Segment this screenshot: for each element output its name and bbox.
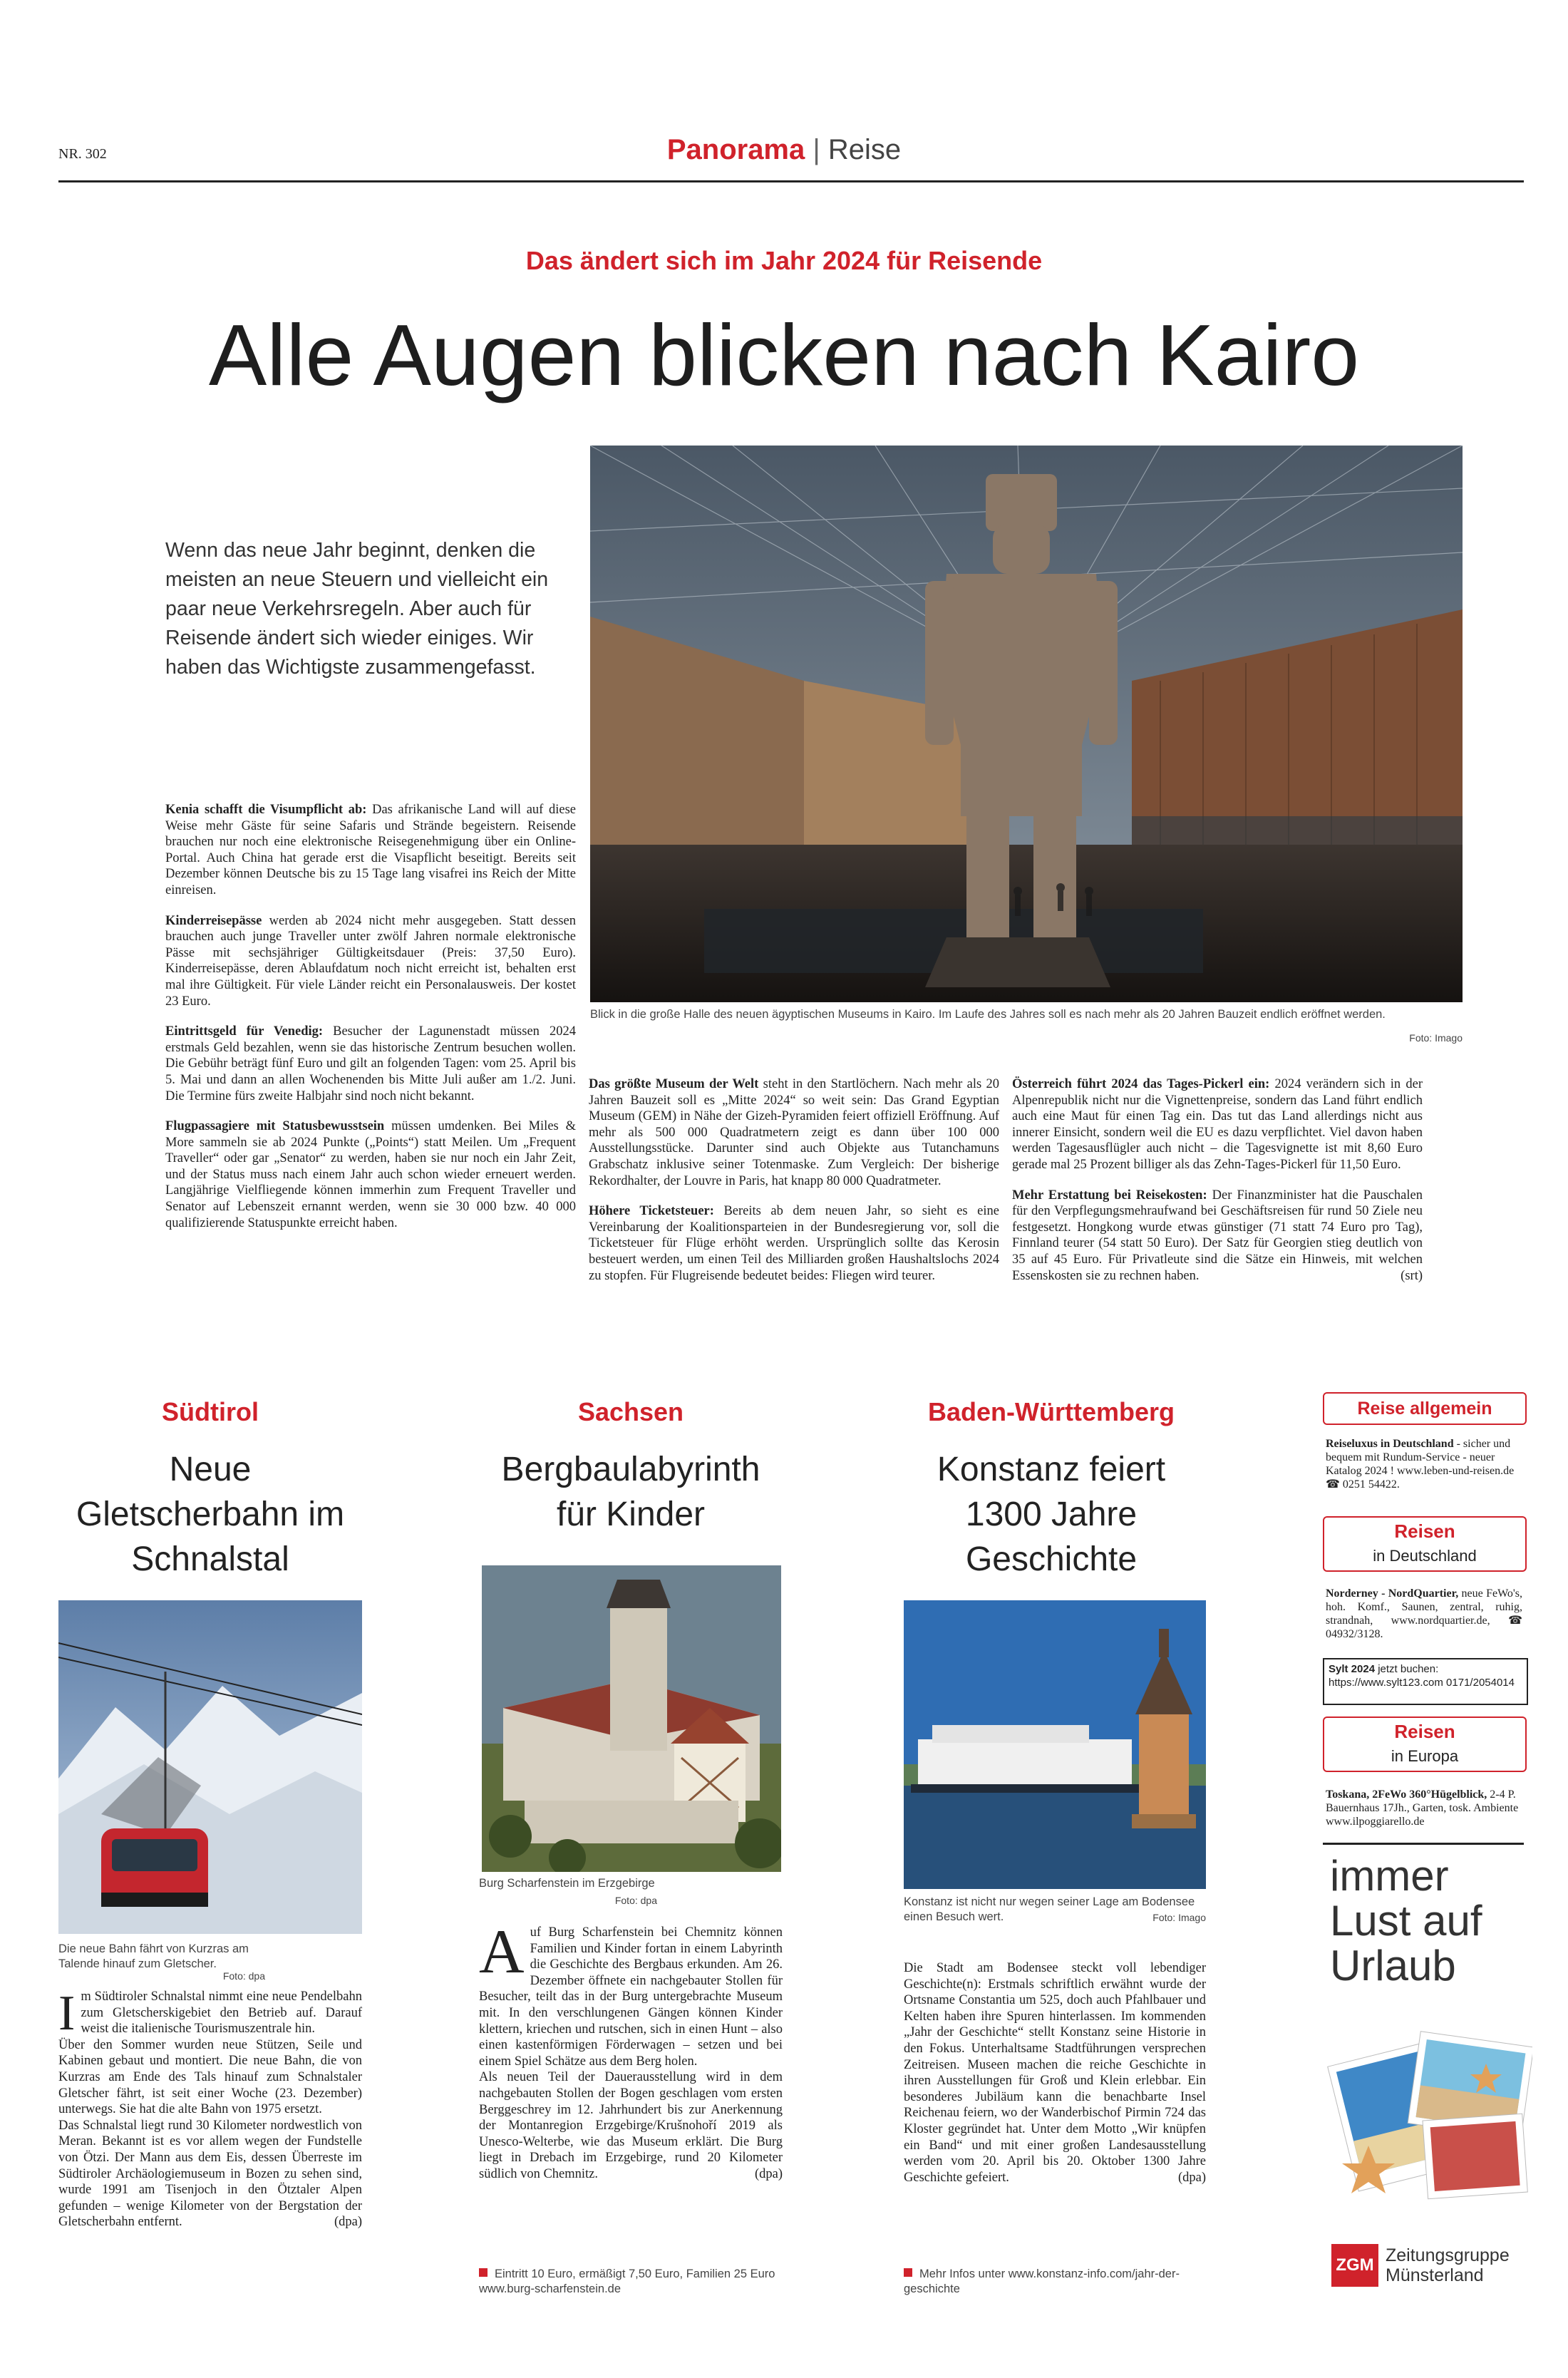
info-sachsen: [479, 2267, 783, 2297]
credit-sachsen: Foto: dpa: [614, 1895, 657, 1906]
section-title: Panorama: [666, 134, 805, 165]
text-sachsen-2: Als neuen Teil der Dauerausstellung wird in dem nachgebauten Stollen der Bogen geschlagen vom ersten Berggeschrey im 12. Jahrhundert bis zur Anerkennung der Montanregion Erzgebirge/Krušnohoří 2019 als Unesco-Welterbe, wie das Museum erklärt. Die Burg liegt in Drebach im Erzgebirge, rund 20 Kilometer südlich von Chemnitz.: [479, 2070, 783, 2181]
body-bw: [904, 1960, 1206, 2186]
castle-illustration: [482, 1565, 781, 1872]
ad-reisen-eu-sub: in Europa: [1391, 1747, 1459, 1765]
caption-bw: Konstanz ist nicht nur wegen seiner Lage am Bodensee einen Besuch wert.: [904, 1895, 1195, 1923]
article-column-1: [165, 802, 576, 1245]
info-bw: [904, 2267, 1206, 2297]
text-suedtirol-2: Über den Sommer wurden neue Stützen, Seile und Kabinen gebaut und montiert. Die neue Bahn, die von Kurzras am Ende des Tals hinauf zum Schnalstaler Gletscher fährt, ist seit einer Woche (23. Dezember) unterwegs. Sie hat die alte Bahn von 1975 ersetzt.: [58, 2037, 362, 2117]
signature-suedtirol: (dpa): [334, 2215, 362, 2230]
ad-reisen-eu-box: [1323, 1716, 1527, 1772]
ad-toskana: [1326, 1788, 1522, 1828]
ad-reisen-de-label: Reisen: [1394, 1520, 1455, 1542]
text-reisekosten: Der Finanzminister hat die Pauschalen für den Verpflegungsmehraufwand bei Geschäftsreisen für rund 50 Ziele neu festgesetzt. Hongkong wurde etwas günstiger (71 statt 74 Euro pro Tag), Finnland teurer (54 statt 50 Euro). Der Satz für Georgien stieg deutlich von 35 auf 45 Euro. Für Privatleute sind die Sätze ein Hinweis, mit welchen Essenskosten sie zu rechnen haben.: [1012, 1188, 1423, 1283]
hero-credit: Foto: Imago: [1409, 1032, 1463, 1044]
ad-reisen-eu-label: Reisen: [1394, 1721, 1455, 1742]
dropcap-sachsen: A: [479, 1918, 525, 1987]
ad-reise-allgemein-label: Reise allgemein: [1357, 1399, 1492, 1419]
paragraph-flugpassagiere: [165, 1118, 576, 1231]
info-sachsen-text: Eintritt 10 Euro, ermäßigt 7,50 Euro, Familien 25 Euro www.burg-scharfenstein.de: [479, 2268, 775, 2295]
publisher-name: Zeitungsgruppe Münsterland: [1386, 2245, 1510, 2285]
ad-sylt-text: jetzt buchen: https://www.sylt123.com 0171/2054014: [1329, 1663, 1515, 1689]
region-sachsen: Sachsen: [577, 1397, 684, 1426]
lead-reisekosten: Mehr Erstattung bei Reisekosten:: [1012, 1188, 1207, 1203]
paragraph-museum: [589, 1076, 999, 1189]
lead-venedig: Eintrittsgeld für Venedig:: [165, 1024, 324, 1039]
header-rule: [58, 180, 1524, 182]
ad-reisen-de-box: [1323, 1516, 1527, 1572]
text-kenia: Das afrikanische Land will auf diese Weise mehr Gäste für seine Safaris und Strände begeistern. Reisende brauchen nur noch eine elektronische Reisegenehmigung über ein Online-Portal. Auch China hat gerade erst die Visapflicht beseitigt. Bereits seit Dezember können Deutsche bis zu 15 Tage lang visafrei ins Reich der Mitte einreisen.: [165, 803, 576, 897]
lead-kenia: Kenia schafft die Visumpflicht ab:: [165, 803, 367, 817]
zgm-logo-icon: ZGM: [1331, 2244, 1378, 2287]
signature-bw: (dpa): [1177, 2170, 1206, 2185]
lead-kinderreisepaesse: Kinderreisepässe: [165, 913, 262, 928]
hero-caption: Blick in die große Halle des neuen ägyptischen Museums in Kairo. Im Laufe des Jahres soll es nach mehr als 20 Jahren Bauzeit endlich eröffnet werden.: [590, 1008, 1386, 1021]
caption-suedtirol: Die neue Bahn fährt von Kurzras am Talende hinauf zum Gletscher.: [58, 1942, 249, 1970]
article-column-2: [589, 1076, 999, 1298]
text-flugpassagiere: müssen umdenken. Bei Miles & More sammeln sie ab 2024 Punkte („Points“) statt Meilen. Um „Frequent Traveller“ oder gar „Senator“ zu werden, haben sie nur noch ein Jahr Zeit, und der Status muss nach einem Jahr auch schon wieder erneuert werden. Langjährige Vielfliegende können immerhin zum Frequent Traveller und Senator auf Lebenszeit ernannt werden, wenn sie 30 000 bzw. 40 000 qualifizierende Statuspunkte erreicht haben.: [165, 1119, 576, 1230]
caption-sachsen: Burg Scharfenstein im Erzgebirge: [479, 1877, 655, 1890]
promo-rule: [1323, 1843, 1524, 1845]
konstanz-harbour-illustration: [904, 1600, 1206, 1889]
paragraph-venedig: [165, 1024, 576, 1104]
credit-bw: Foto: Imago: [1152, 1912, 1206, 1923]
text-suedtirol-1: m Südtiroler Schnalstal nimmt eine neue Pendelbahn zum Gletscherskigebiet den Betrieb auf. Darauf weist die italienische Tourismuszentrale hin.: [81, 1990, 362, 2037]
ad-reiseluxus: [1326, 1437, 1522, 1491]
paragraph-reisekosten: [1012, 1188, 1423, 1285]
text-sachsen-1: uf Burg Scharfenstein bei Chemnitz können Familien und Kinder fortan in einem Labyrinth die Geschichte des Bergbaus erkunden. Am 26. Dezember öffnete ein nachgebauter Stollen für Besucher, teilt das in der Burg untergebrachte Museum mit. In den verschlungenen Gängen können Kinder klettern, kriechen und rutschen, sich in einen Hunt – also einen kastenförmigen Förderwagen – setzen und bei einem Spiel Schätze aus dem Berg holen.: [479, 1925, 783, 2069]
ad-reisen-de-sub: in Deutschland: [1373, 1547, 1477, 1565]
gletscherbahn-photo: [58, 1600, 362, 1934]
text-oesterreich: 2024 verändern sich in der Alpenrepublik nicht nur die Vignettenpreise, sondern das Land führt endlich auch eine Maut für einen Tag ein. Das tut das Land allerdings nicht aus innerer Einsicht, sondern weil die EU es dazu verpflichtet. Viel davon haben werden Tagesausflügler auch nicht – die Tagesvignette ist mit 8,60 Euro gerade mal 25 Prozent billiger als das Zehn-Tages-Pickerl für 11,50 Euro.: [1012, 1077, 1423, 1172]
headline: Alle Augen blicken nach Kairo: [208, 307, 1360, 403]
paragraph-oesterreich: [1012, 1076, 1423, 1173]
promo-postcards: [1326, 2024, 1532, 2210]
text-suedtirol-3: Das Schnalstal liegt rund 30 Kilometer nordwestlich von Meran. Bekannt ist es vor allem wegen der Fundstelle von Ötzi. Der Mann aus dem Eis, dessen Überreste im Südtiroler Archäologiemuseum in Bozen zu sehen sind, wurde 1991 am Tisenjoch in den Ötztaler Alpen gefunden – wenige Kilometer von der Bergstation der Gletscherbahn entfernt.: [58, 2118, 362, 2230]
publisher-logo: [1331, 2244, 1524, 2287]
dropcap-suedtirol: I: [58, 1986, 76, 2041]
ad-sylt-bold: Sylt 2024: [1329, 1663, 1376, 1675]
ad-sylt-box: [1323, 1658, 1528, 1705]
konstanz-photo: [904, 1600, 1206, 1889]
ad-reiseluxus-bold: Reiseluxus in Deutschland: [1326, 1438, 1454, 1450]
paragraph-kinderreisepaesse: [165, 913, 576, 1010]
intro-text: Wenn das neue Jahr beginnt, denken die meisten an neue Steuern und vielleicht ein paar neue Verkehrsregeln. Aber auch für Reisende ändert sich wieder einiges. Wir haben das Wichtigste zusammengefasst.: [165, 539, 549, 679]
section-separator: |: [813, 134, 820, 165]
kicker: Das ändert sich im Jahr 2024 für Reisende: [525, 246, 1043, 275]
museum-hall-illustration: [590, 446, 1463, 1002]
paragraph-kenia: [165, 802, 576, 899]
headline-sachsen: Bergbaulabyrinth für Kinder: [501, 1451, 760, 1533]
museum-hall-photo: [590, 446, 1463, 1002]
region-suedtirol: Südtirol: [162, 1397, 259, 1426]
lead-ticketsteuer: Höhere Ticketsteuer:: [589, 1204, 714, 1219]
credit-suedtirol: Foto: dpa: [222, 1970, 265, 1982]
text-ticketsteuer: Bereits ab dem neuen Jahr, so sieht es eine Vereinbarung der Koalitionsparteien in der Bundesregierung vor, soll die Ticketsteuer für Flüge erhöht werden. Ursprünglich sollte das Kerosin besteuert werden, um einen Teil des Milliarden großen Haushaltslochs 2024 zu stopfen. Für Flugreisende bedeutet beides: Fliegen wird teurer.: [589, 1204, 999, 1283]
article-signature: (srt): [1401, 1268, 1423, 1283]
article-column-3: [1012, 1076, 1423, 1298]
section-subtitle: Reise: [827, 134, 902, 165]
postcards-illustration: [1326, 2024, 1532, 2210]
region-bw: Baden-Württemberg: [927, 1397, 1175, 1426]
ad-reise-allgemein-box: [1323, 1392, 1527, 1425]
ad-reiseluxus-text: - sicher und bequem mit Rundum-Service - neuer Katalog 2024 ! www.leben-und-reisen.de ☎ 0251 54422.: [1326, 1438, 1515, 1491]
headline-bw: Konstanz feiert 1300 Jahre Geschichte: [937, 1451, 1166, 1578]
ad-toskana-bold: Toskana, 2FeWo 360°Hügelblick,: [1326, 1788, 1487, 1801]
promo-slogan: immer Lust auf Urlaub: [1330, 1852, 1482, 1990]
ad-norderney: [1326, 1587, 1522, 1641]
section-header: [0, 134, 1568, 166]
body-suedtirol: [58, 1986, 362, 2230]
info-bw-text: Mehr Infos unter www.konstanz-info.com/jahr-der-geschichte: [904, 2268, 1180, 2295]
headline-suedtirol: Neue Gletscherbahn im Schnalstal: [76, 1451, 345, 1578]
lead-museum: Das größte Museum der Welt: [589, 1077, 759, 1091]
signature-sachsen: (dpa): [754, 2166, 783, 2181]
ad-toskana-text: 2-4 P. Bauernhaus 17Jh., Garten, tosk. Ambiente www.ilpoggiarello.de: [1326, 1788, 1519, 1828]
text-venedig: Besucher der Lagunenstadt müssen 2024 erstmals Geld bezahlen, wenn sie das historische Zentrum besuchen wollen. Die Gebühr beträgt fünf Euro und gilt an folgenden Tagen: vom 25. April bis 5. Mai und dann an allen Wochenenden bis Mitte Juli außer am 1./2. Juni. Die Termine fürs zweite Halbjahr sind noch nicht bekannt.: [165, 1024, 576, 1103]
ad-norderney-text: neue FeWo's, hoh. Komf., Saunen, zentral, ruhig, strandnah, www.nordquartier.de, ☎ 04932/3128.: [1326, 1587, 1522, 1640]
lead-flugpassagiere: Flugpassagiere mit Statusbewusstsein: [165, 1119, 385, 1134]
gondola-illustration: [58, 1600, 362, 1934]
body-sachsen: [479, 1918, 783, 2183]
paragraph-ticketsteuer: [589, 1203, 999, 1284]
text-bw: Die Stadt am Bodensee steckt voll lebendiger Geschichte(n): Erstmals schriftlich erwähnt wurde der Ortsname Constantia um 525, doch auch Pfahlbauer und Kelten haben ihre Spuren hinterlassen. Im kommenden „Jahr der Geschichte“ stellt Konstanz seine Historie in den Fokus. Unterhaltsame Stadtführungen versprechen Zeitreisen. Museen machen die reiche Geschichte in ihren Ausstellungen für Groß und Klein erlebbar. Ein besonderes Jubiläum kann die benachbarte Insel Reichenau feiern, wo der Wanderbischof Pirmin 724 das Kloster gegründet hat. Unter dem Motto „Wir knüpfen ein Band“ und mit einer großen Landesausstellung werden vom 20. April bis 20. Oktober 1300 Jahre Geschichte gefeiert.: [904, 1961, 1206, 2185]
text-kinderreisepaesse: werden ab 2024 nicht mehr ausgegeben. Statt dessen brauchen auch junge Traveller unter zwölf Jahren normale elektronische Pässe mit sechsjähriger Gültigkeitsdauer (Preis: 37,50 Euro). Kinderreisepässe, deren Ablaufdatum noch nicht erreicht ist, behalten erst mal ihre Gültigkeit. Für viele Länder reicht ein Personalausweis. Der kostet 23 Euro.: [165, 913, 576, 1009]
info-square-icon: [479, 2268, 488, 2277]
ad-norderney-bold: Norderney - NordQuartier,: [1326, 1587, 1459, 1600]
page-number: NR. 302: [58, 146, 107, 162]
info-square-icon: [904, 2268, 912, 2277]
burg-scharfenstein-photo: [482, 1565, 781, 1872]
lead-oesterreich: Österreich führt 2024 das Tages-Pickerl ein:: [1012, 1077, 1270, 1091]
text-museum: steht in den Startlöchern. Nach mehr als 20 Jahren Bauzeit soll es „Mitte 2024“ so weit sein: Das Grand Egyptian Museum (GEM) in Nähe der Gizeh-Pyramiden feiert offiziell Eröffnung. Auf mehr als 500 000 Quadratmetern zeigt es dann über 100 000 Ausstellungsstücke. Darunter sind auch Objekte aus Tutanchamuns Grabschatz inklusive seiner Totenmaske. Zum Vergleich: Der bisherige Rekordhalter, der Louvre in Paris, hat knapp 80 000 Quadratmeter.: [589, 1077, 999, 1188]
